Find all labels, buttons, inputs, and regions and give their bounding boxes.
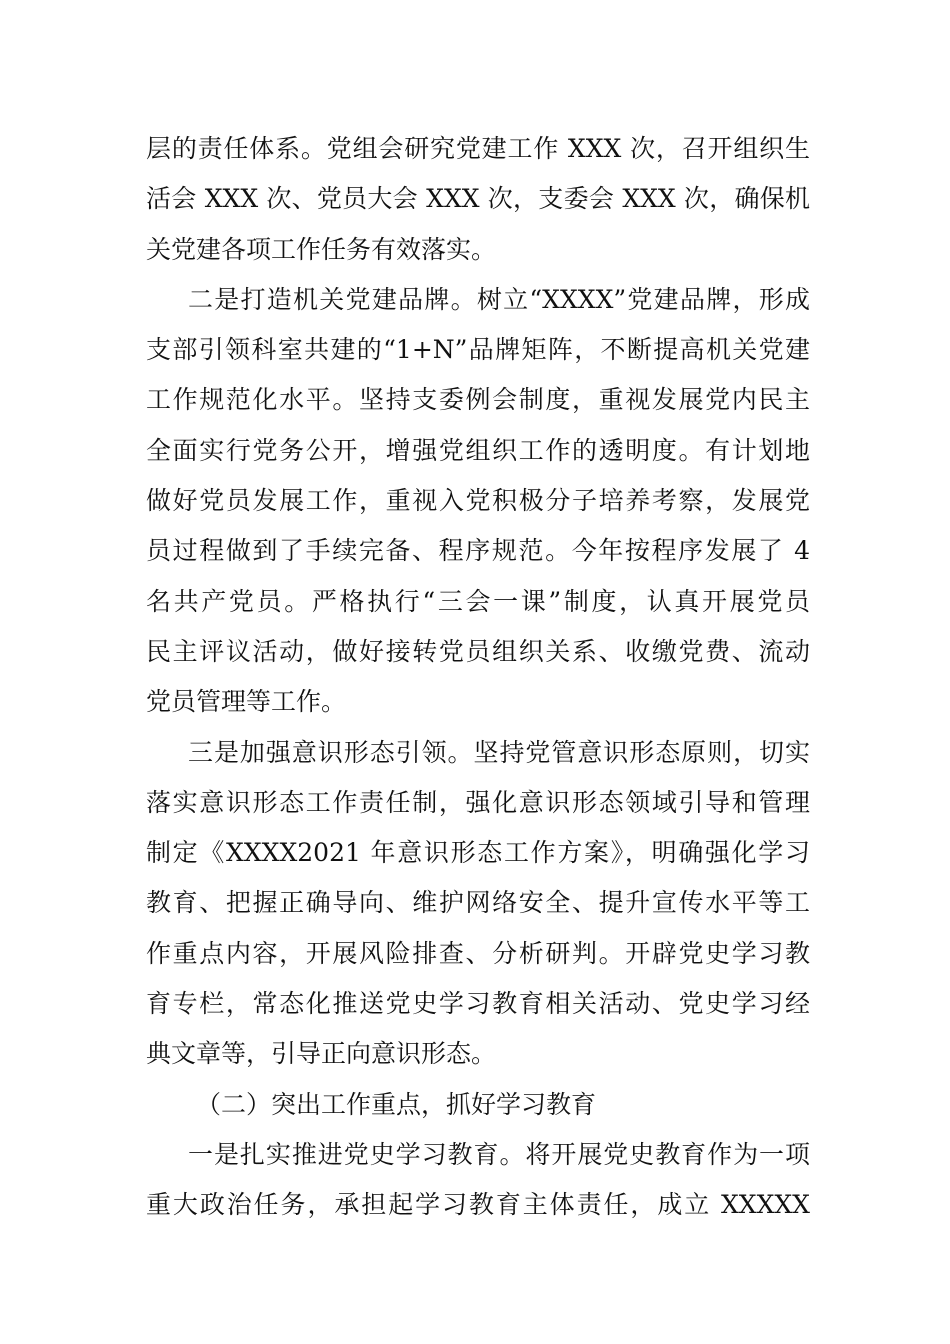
text-line: 党员管理等工作。 [146,687,347,717]
text-line: 关党建各项工作任务有效落实。 [146,234,497,264]
text-line: 全面实行党务公开，增强党组织工作的透明度。有计划地 [146,435,810,465]
text-line: 民主评议活动，做好接转党员组织关系、收缴党费、流动 [146,636,810,666]
text-line: 典文章等，引导正向意识形态。 [146,1039,497,1069]
text-line: 工作规范化水平。坚持支委例会制度，重视发展党内民主 [146,385,810,415]
text-line: 活会 XXX 次、党员大会 XXX 次，支委会 XXX 次，确保机 [146,184,810,214]
paragraph-first-line: 三是加强意识形态引领。坚持党管意识形态原则，切实 [188,737,810,767]
text-line: 落实意识形态工作责任制，强化意识形态领域引导和管理 [146,787,810,817]
text-line: 作重点内容，开展风险排查、分析研判。开辟党史学习教 [146,938,810,968]
text-line: 层的责任体系。党组会研究党建工作 XXX 次，召开组织生 [146,134,810,163]
text-line: 支部引领科室共建的“1+N”品牌矩阵，不断提高机关党建 [146,335,810,365]
text-line: 育专栏，常态化推送党史学习教育相关活动、党史学习经 [146,989,810,1019]
text-line: 名共产党员。严格执行“三会一课”制度，认真开展党员 [146,586,810,616]
paragraph-first-line: 一是扎实推进党史学习教育。将开展党史教育作为一项 [188,1139,810,1169]
text-line: 重大政治任务，承担起学习教育主体责任，成立 XXXXX [146,1190,810,1220]
section-heading: （二）突出工作重点，抓好学习教育 [196,1089,597,1119]
document-body [146,124,810,1231]
paragraph-first-line: 二是打造机关党建品牌。树立“XXXX”党建品牌，形成 [188,284,810,314]
text-line: 教育、把握正确导向、维护网络安全、提升宣传水平等工 [146,888,810,918]
text-line: 做好党员发展工作，重视入党积极分子培养考察，发展党 [146,486,810,516]
text-line: 员过程做到了手续完备、程序规范。今年按程序发展了 4 [146,536,810,566]
text-line: 制定《XXXX2021 年意识形态工作方案》，明确强化学习 [146,838,810,868]
